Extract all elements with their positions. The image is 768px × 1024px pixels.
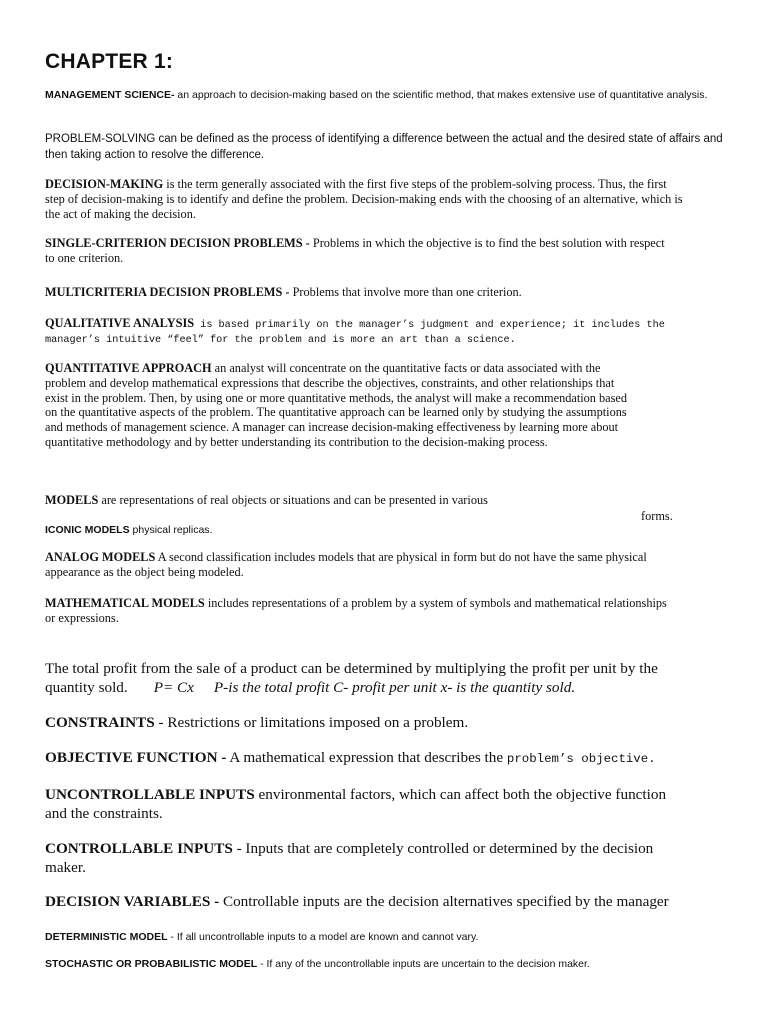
definition-single-criterion: [45, 236, 670, 266]
models-trailing-word: forms.: [641, 509, 673, 523]
definition-text: includes representations of a problem by a system of symbols and mathematical relationships or expressions.: [45, 596, 667, 625]
term: ANALOG MODELS: [45, 550, 156, 564]
term: MODELS: [45, 493, 99, 507]
definition-text: an approach to decision-making based on the scientific method, that makes extensive use of quantitative analysis.: [174, 89, 708, 101]
term: STOCHASTIC OR PROBABILISTIC MODEL: [45, 958, 258, 970]
term: ICONIC MODELS: [45, 524, 130, 536]
definition-text: Controllable inputs are the decision alternatives specified by the manager: [219, 893, 669, 910]
definition-text: physical replicas.: [129, 524, 213, 536]
profit-paragraph: [45, 660, 670, 697]
definition-text: - If all uncontrollable inputs to a model are known and cannot vary.: [167, 931, 479, 943]
definition-analog-models: [45, 550, 685, 580]
term: CONTROLLABLE INPUTS: [45, 840, 233, 857]
definition-constraints: [45, 714, 685, 733]
term: SINGLE-CRITERION DECISION PROBLEMS -: [45, 236, 310, 250]
term: CONSTRAINTS: [45, 714, 155, 731]
definition-text: A second classification includes models that are physical in form but do not have the same physical appearance as the object being modeled.: [45, 550, 647, 579]
term: MATHEMATICAL MODELS: [45, 596, 205, 610]
formula-description: P-is the total profit C- profit per unit x- is the quantity sold.: [213, 678, 576, 696]
definition-text: - Inputs that are completely controlled or determined by the decision maker.: [45, 840, 654, 876]
definition-text: - If any of the uncontrollable inputs are uncertain to the decision maker.: [257, 958, 590, 970]
definition-text: - Restrictions or limitations imposed on a problem.: [154, 714, 469, 731]
definition-text-mono: problem’s objective.: [506, 752, 656, 766]
definition-text: can be defined as the process of identifying a difference between the actual and the desired state of affairs and then taking action to resolve the difference.: [45, 133, 723, 161]
definition-uncontrollable-inputs: [45, 786, 670, 823]
definition-management-science: [45, 87, 725, 103]
definition-deterministic-model: [45, 929, 725, 945]
definition-text: Problems in which the objective is to find the best solution with respect to one criterion.: [45, 236, 665, 265]
definition-qualitative-analysis: [45, 316, 685, 349]
term: QUALITATIVE ANALYSIS: [45, 316, 195, 330]
profit-text: The total profit from the sale of a product can be determined by multiplying the profit per unit by the quantity sold.: [45, 660, 658, 696]
term: MULTICRITERIA DECISION PROBLEMS -: [45, 285, 290, 299]
definition-decision-variables: [45, 893, 725, 912]
term: MANAGEMENT SCIENCE-: [45, 89, 175, 101]
definition-mathematical-models: [45, 596, 670, 626]
definition-text: is based primarily on the manager’s judgment and experience; it includes the manager’s intuitive “feel” for the problem and is more an art than a science.: [45, 320, 665, 346]
profit-formula: P= Cx: [153, 678, 194, 696]
definition-controllable-inputs: [45, 840, 670, 877]
definition-text: is the term generally associated with the first five steps of the problem-solving process. Thus, the first step of decision-making is to identify and define the problem. Decision-making ends with the choosing of an alternative, which is the act of making the decision.: [45, 177, 683, 221]
chapter-title: CHAPTER 1:: [45, 50, 174, 73]
term: QUANTITATIVE APPROACH: [45, 361, 212, 375]
definition-iconic-models: [45, 522, 685, 538]
term: DETERMINISTIC MODEL: [45, 931, 168, 943]
term: DECISION-MAKING: [45, 177, 164, 191]
definition-multicriteria: [45, 285, 685, 300]
definition-problem-solving: [45, 131, 725, 163]
term: OBJECTIVE FUNCTION -: [45, 749, 227, 766]
definition-models: [45, 493, 685, 508]
definition-objective-function: [45, 749, 725, 769]
term: DECISION VARIABLES -: [45, 893, 220, 910]
definition-text: an analyst will concentrate on the quantitative facts or data associated with the problem and develop mathematical expressions that describe the objectives, constraints, and other relationships that exist in the problem. Then, by using one or more quantitative methods, the analyst will make a recommendation based on the quantitative aspects of the problem. The quantitative approach can be learned only by studying the assumptions and methods of management science. A manager can increase decision-making effectiveness by learning more about quantitative methodology and by better understanding its contribution to the decision-making process.: [45, 361, 628, 449]
term: UNCONTROLLABLE INPUTS: [45, 786, 255, 803]
definition-quantitative-approach: [45, 361, 635, 450]
definition-text: A mathematical expression that describes the: [226, 749, 507, 766]
definition-stochastic-model: [45, 956, 725, 972]
definition-text: environmental factors, which can affect both the objective function and the constraints.: [45, 786, 667, 822]
definition-decision-making: [45, 177, 685, 221]
definition-text: Problems that involve more than one criterion.: [289, 285, 522, 299]
definition-text: are representations of real objects or situations and can be presented in various: [98, 493, 488, 507]
term: PROBLEM-SOLVING: [45, 133, 156, 145]
